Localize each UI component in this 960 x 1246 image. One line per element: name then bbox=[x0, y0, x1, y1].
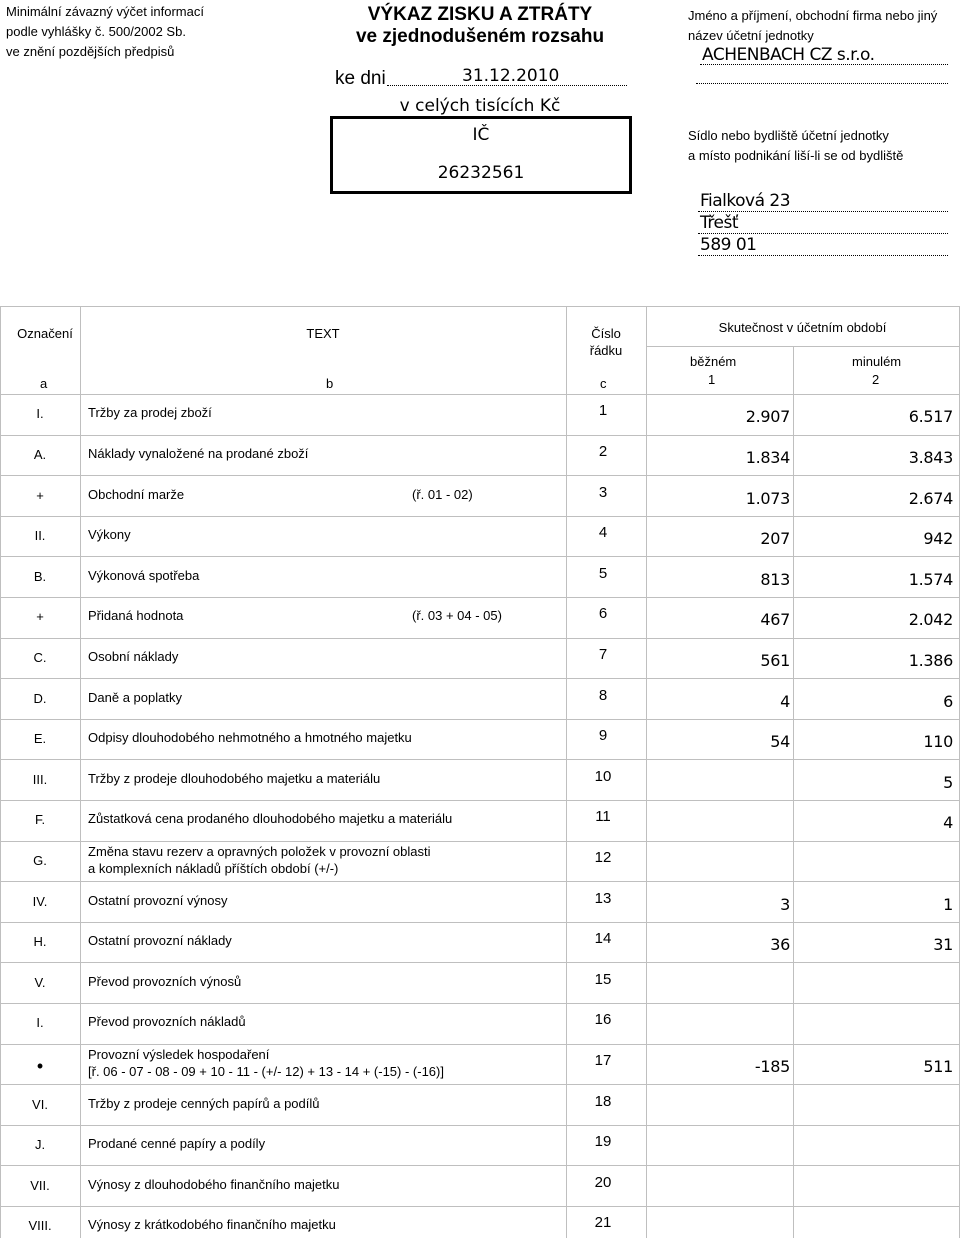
row-divider bbox=[0, 475, 960, 476]
legal-line: ve znění pozdějších předpisů bbox=[6, 44, 175, 59]
row-text: Převod provozních nákladů bbox=[88, 1014, 246, 1030]
value-previous-period: 2.042 bbox=[908, 610, 953, 630]
value-previous-period: 6 bbox=[943, 691, 953, 711]
row-text: Tržby z prodeje dlouhodobého majetku a materiálu bbox=[88, 770, 381, 786]
row-number: 6 bbox=[598, 605, 608, 623]
row-text: Náklady vynaložené na prodané zboží bbox=[88, 445, 309, 461]
row-number: 9 bbox=[598, 727, 608, 745]
table-top-border bbox=[0, 306, 960, 307]
value-previous-period: 4 bbox=[943, 813, 953, 833]
title-line-1: VÝKAZ ZISKU A ZTRÁTY bbox=[367, 4, 593, 25]
value-current-period: 1.073 bbox=[745, 488, 790, 508]
firm-label bbox=[688, 6, 958, 46]
title-line-2: ve zjednodušeném rozsahu bbox=[355, 26, 605, 47]
value-current-period: 561 bbox=[760, 650, 790, 670]
row-text: Obchodní marže bbox=[88, 486, 185, 502]
row-mark: + bbox=[36, 487, 44, 503]
col-sub-1: 1 bbox=[708, 372, 716, 387]
row-formula: (ř. 03 + 04 - 05) bbox=[412, 608, 502, 624]
value-current-period: 36 bbox=[770, 935, 790, 955]
row-number: 21 bbox=[594, 1214, 612, 1232]
firm-label-line: Jméno a příjmení, obchodní firma nebo jiný bbox=[688, 8, 938, 23]
row-number: 13 bbox=[594, 889, 612, 907]
row-divider bbox=[0, 719, 960, 720]
date-value: 31.12.2010 bbox=[462, 66, 560, 86]
value-current-period: 207 bbox=[760, 529, 790, 549]
row-text: Přidaná hodnota bbox=[88, 608, 184, 624]
row-divider bbox=[0, 394, 960, 395]
row-divider bbox=[0, 1044, 960, 1045]
value-previous-period: 1.574 bbox=[908, 569, 953, 589]
value-previous-period: 511 bbox=[923, 1056, 953, 1076]
row-number: 2 bbox=[598, 442, 608, 460]
row-mark: + bbox=[36, 609, 44, 625]
col-header-previous: minulém bbox=[852, 354, 902, 369]
row-text: Prodané cenné papíry a podíly bbox=[88, 1136, 266, 1152]
col-header-period: Skutečnost v účetním období bbox=[718, 320, 887, 335]
date-label: ke dni bbox=[335, 68, 386, 89]
row-text: Tržby z prodeje cenných papírů a podílů bbox=[88, 1095, 320, 1111]
row-mark: V. bbox=[34, 974, 46, 990]
report-title bbox=[330, 4, 630, 48]
row-divider bbox=[0, 1003, 960, 1004]
row-number: 5 bbox=[598, 564, 608, 582]
col-header-text: TEXT bbox=[306, 326, 340, 341]
row-number: 12 bbox=[594, 848, 612, 866]
col-header-num-1: Číslo bbox=[591, 326, 621, 341]
firm-label-line: název účetní jednotky bbox=[688, 28, 814, 43]
ic-box bbox=[330, 116, 632, 194]
value-current-period: 3 bbox=[780, 894, 790, 914]
value-previous-period: 6.517 bbox=[908, 407, 953, 427]
ic-label: IČ bbox=[472, 125, 490, 145]
value-previous-period: 1 bbox=[943, 894, 953, 914]
row-divider bbox=[0, 1165, 960, 1166]
col-divider bbox=[646, 306, 647, 1238]
row-number: 10 bbox=[594, 767, 612, 785]
row-number: 1 bbox=[598, 402, 608, 420]
row-number: 8 bbox=[598, 686, 608, 704]
row-number: 19 bbox=[594, 1133, 612, 1151]
value-current-period: 813 bbox=[760, 569, 790, 589]
row-mark: D. bbox=[33, 690, 47, 706]
row-text: Výkonová spotřeba bbox=[88, 567, 200, 583]
row-number: 11 bbox=[595, 808, 611, 826]
row-text: Odpisy dlouhodobého nehmotného a hmotného majetku bbox=[88, 730, 412, 746]
legal-line: Minimální závazný výčet informací bbox=[6, 4, 204, 19]
col-divider bbox=[80, 306, 81, 1238]
row-divider bbox=[0, 638, 960, 639]
col-header-current: běžném bbox=[690, 354, 737, 369]
value-current-period: -185 bbox=[754, 1056, 790, 1076]
row-mark: VIII. bbox=[28, 1218, 52, 1234]
value-previous-period: 3.843 bbox=[908, 447, 953, 467]
row-text: Provozní výsledek hospodaření bbox=[88, 1046, 270, 1062]
row-mark: A. bbox=[33, 446, 47, 462]
value-current-period: 1.834 bbox=[745, 447, 790, 467]
value-previous-period: 942 bbox=[923, 529, 953, 549]
value-current-period: 4 bbox=[780, 691, 790, 711]
row-number: 4 bbox=[598, 524, 608, 542]
row-number: 17 bbox=[594, 1051, 612, 1069]
row-number: 3 bbox=[598, 483, 608, 501]
seat-label-line: a místo podnikání liší-li se od bydliště bbox=[688, 148, 904, 163]
row-mark: • bbox=[36, 1055, 44, 1076]
row-mark: VI. bbox=[32, 1096, 48, 1112]
col-sub-2: 2 bbox=[872, 372, 880, 387]
row-number: 18 bbox=[594, 1092, 612, 1110]
row-number: 14 bbox=[594, 930, 612, 948]
col-sub-a: a bbox=[40, 376, 48, 391]
row-mark: J. bbox=[34, 1137, 46, 1153]
address-city: Třešť bbox=[700, 213, 738, 233]
seat-label-line: Sídlo nebo bydliště účetní jednotky bbox=[688, 128, 889, 143]
row-divider bbox=[0, 1125, 960, 1126]
row-divider bbox=[0, 597, 960, 598]
row-mark: I. bbox=[36, 1015, 44, 1031]
row-mark: H. bbox=[33, 934, 47, 950]
row-divider bbox=[0, 759, 960, 760]
row-mark: E. bbox=[33, 731, 47, 747]
row-number: 7 bbox=[598, 645, 608, 663]
row-divider bbox=[0, 1206, 960, 1207]
row-text: Změna stavu rezerv a opravných položek v provozní oblasti bbox=[88, 843, 431, 859]
address-dotted-line bbox=[698, 255, 948, 256]
row-text: Osobní náklady bbox=[88, 648, 179, 664]
col-header-mark: Označení bbox=[17, 326, 73, 341]
address-dotted-line bbox=[698, 211, 948, 212]
address-zip: 589 01 bbox=[700, 235, 757, 255]
value-previous-period: 31 bbox=[933, 935, 953, 955]
row-text-line-2: [ř. 06 - 07 - 08 - 09 + 10 - 11 - (+/- 12) + 13 - 14 + (-15) - (-16)] bbox=[88, 1063, 444, 1079]
row-text: Zůstatková cena prodaného dlouhodobého majetku a materiálu bbox=[88, 811, 453, 827]
address-street: Fialková 23 bbox=[700, 191, 791, 211]
value-current-period: 54 bbox=[770, 732, 790, 752]
firm-name: ACHENBACH CZ s.r.o. bbox=[702, 45, 875, 65]
value-current-period: 467 bbox=[760, 610, 790, 630]
period-subheader-line bbox=[646, 346, 959, 347]
row-divider bbox=[0, 556, 960, 557]
value-previous-period: 110 bbox=[923, 732, 953, 752]
row-text: Výnosy z krátkodobého finančního majetku bbox=[88, 1217, 336, 1233]
row-text-line-2: a komplexních nákladů příštích období (+/-) bbox=[88, 860, 339, 876]
row-divider bbox=[0, 678, 960, 679]
row-text: Převod provozních výnosů bbox=[88, 973, 242, 989]
row-mark: F. bbox=[34, 812, 46, 828]
row-divider bbox=[0, 1084, 960, 1085]
address-dotted-line bbox=[698, 233, 948, 234]
row-mark: C. bbox=[33, 649, 47, 665]
row-number: 16 bbox=[594, 1011, 612, 1029]
value-previous-period: 5 bbox=[943, 772, 953, 792]
row-formula: (ř. 01 - 02) bbox=[412, 486, 473, 502]
legal-reference bbox=[6, 2, 226, 62]
row-text: Ostatní provozní náklady bbox=[88, 933, 232, 949]
units-label: v celých tisících Kč bbox=[399, 96, 561, 116]
row-text: Daně a poplatky bbox=[88, 689, 182, 705]
col-header-num-2: řádku bbox=[589, 343, 623, 358]
row-mark: G. bbox=[33, 852, 47, 868]
value-previous-period: 2.674 bbox=[908, 488, 953, 508]
col-sub-c: c bbox=[600, 376, 607, 391]
row-divider bbox=[0, 800, 960, 801]
row-divider bbox=[0, 881, 960, 882]
row-text: Výnosy z dlouhodobého finančního majetku bbox=[88, 1176, 340, 1192]
row-text: Výkony bbox=[88, 527, 131, 543]
value-previous-period: 1.386 bbox=[908, 650, 953, 670]
row-number: 15 bbox=[594, 970, 612, 988]
row-number: 20 bbox=[594, 1173, 612, 1191]
income-statement-table bbox=[0, 306, 960, 1246]
row-mark: I. bbox=[36, 406, 44, 422]
col-divider bbox=[793, 346, 794, 1238]
row-divider bbox=[0, 516, 960, 517]
row-divider bbox=[0, 922, 960, 923]
row-mark: II. bbox=[34, 528, 46, 544]
row-divider bbox=[0, 435, 960, 436]
legal-line: podle vyhlášky č. 500/2002 Sb. bbox=[6, 24, 186, 39]
row-text: Tržby za prodej zboží bbox=[88, 405, 212, 421]
value-current-period: 2.907 bbox=[745, 407, 790, 427]
row-mark: VII. bbox=[30, 1177, 50, 1193]
row-mark: B. bbox=[33, 568, 47, 584]
row-divider bbox=[0, 841, 960, 842]
row-mark: III. bbox=[32, 771, 48, 787]
col-sub-b: b bbox=[326, 376, 334, 391]
row-divider bbox=[0, 962, 960, 963]
ic-value: 26232561 bbox=[437, 163, 525, 183]
row-mark: IV. bbox=[32, 893, 48, 909]
seat-label bbox=[688, 126, 958, 166]
firm-dotted-line-2 bbox=[696, 83, 948, 84]
row-text: Ostatní provozní výnosy bbox=[88, 892, 228, 908]
